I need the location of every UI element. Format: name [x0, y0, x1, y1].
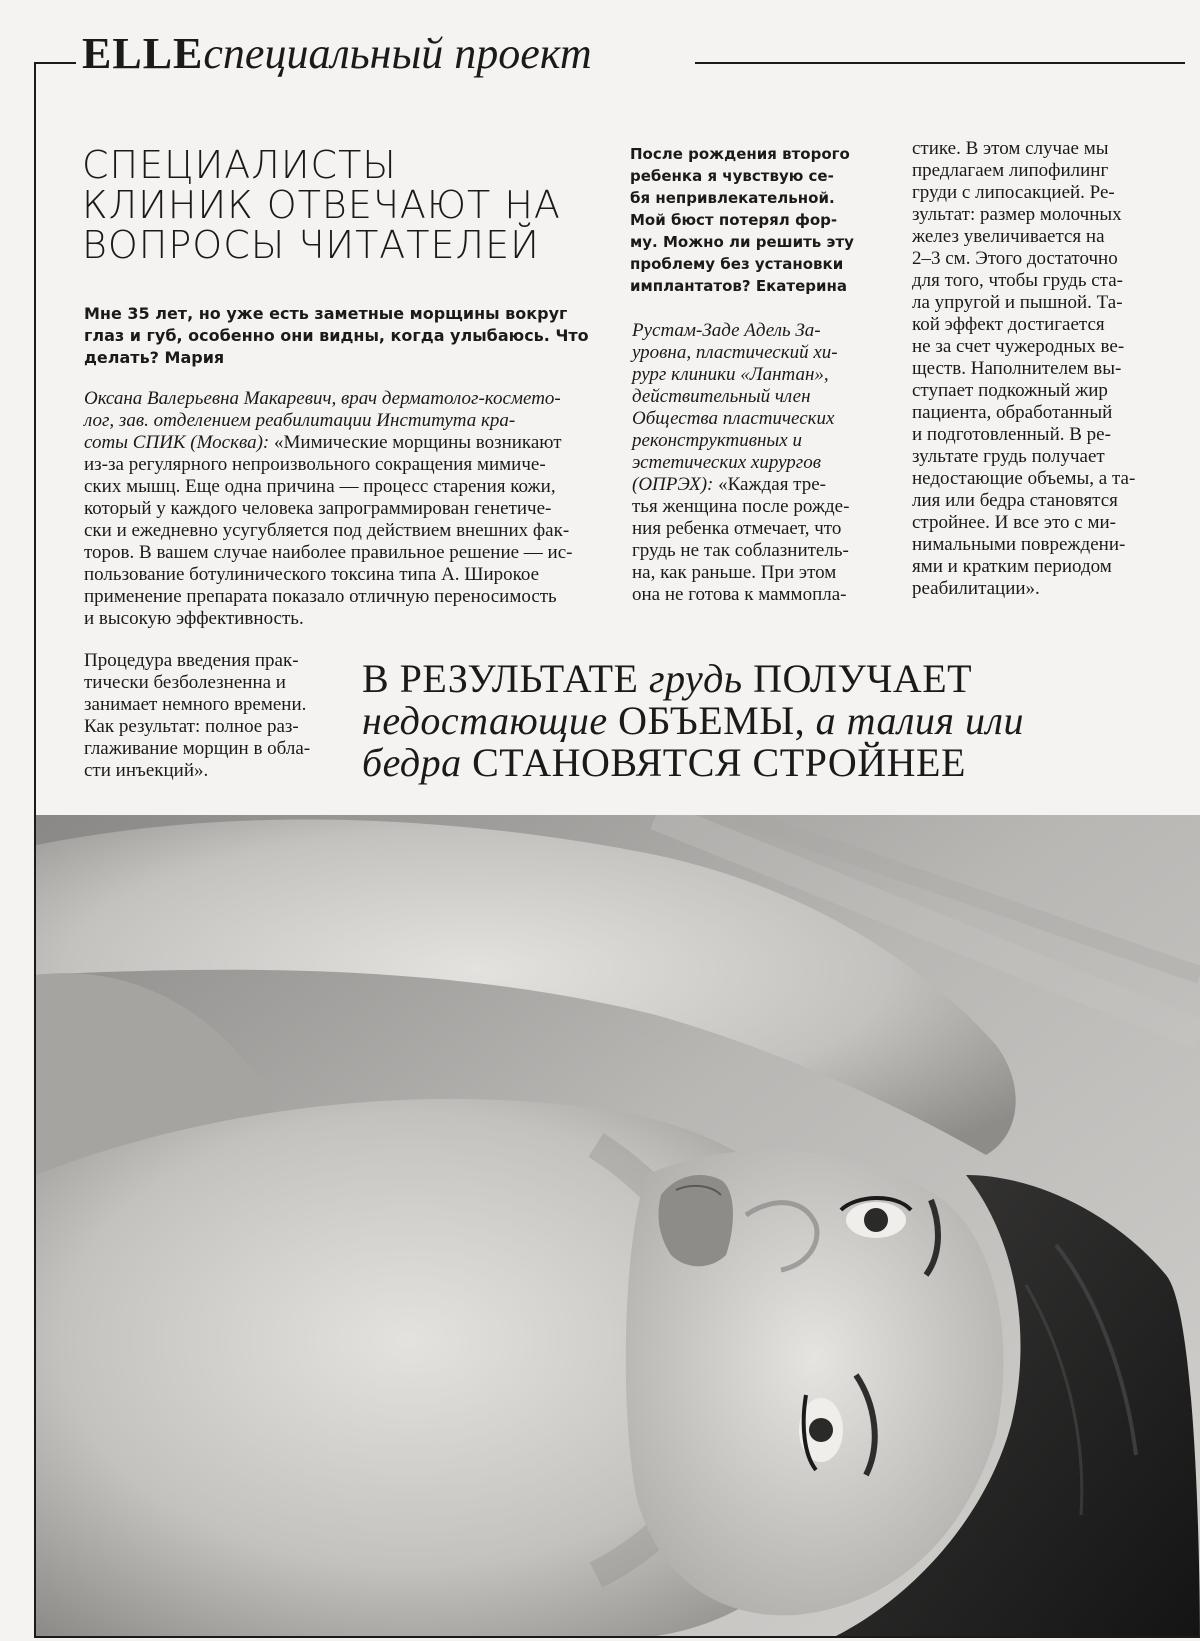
- answer-1-text: «Мимические морщины возникают из-за регулярного непроизвольного сокращения мимиче- ских мышц. Еще одна причина — процесс старения кожи, который у каждого человека запрограммирован генетиче- ски и ежедневно усугубляется под действием внешних фак- торов. В вашем случае наиболее правильное решение — ис- пользование ботулинического токсина типа А. Широкое применение препарата показало отличную переносимость и высокую эффективность.: [84, 432, 573, 629]
- pull-quote-part: ПОЛУЧАЕТ: [742, 656, 973, 701]
- pull-quote-part: В РЕЗУЛЬТАТЕ: [362, 656, 649, 701]
- expert-answer-1-continued: Процедура введения прак- тически безболезненна и занимает немного времени. Как результат: полное раз- глаживание морщин в обла- сти инъекций».: [84, 650, 311, 781]
- reader-question-2: После рождения второго ребенка я чувствую се- бя непривлекательной. Мой бюст потерял фор- му. Можно ли решить эту проблему без установки имплантатов? Екатерина: [630, 145, 854, 295]
- expert-credit-2: Рустам-Заде Адель За- уровна, пластический хи- рург клиники «Лантан», действительный член Общества пластических реконструктивных и эстетических хирургов (ОПРЭХ):: [632, 320, 838, 495]
- brand-logo: ELLE: [82, 29, 204, 78]
- expert-credit-1: Оксана Валерьевна Макаревич, врач дерматолог-космето- лог, зав. отделением реабилитации Института кра- соты СПИК (Москва):: [84, 388, 561, 453]
- pull-quote: [362, 658, 1162, 784]
- portrait-photo: [36, 815, 1200, 1636]
- pull-quote-part: а талия или: [805, 698, 1024, 743]
- article-headline: СПЕЦИАЛИСТЫ КЛИНИК ОТВЕЧАЮТ НА ВОПРОСЫ ЧИТАТЕЛЕЙ: [82, 143, 561, 267]
- header-rule-left: [34, 62, 76, 64]
- frame-line-bottom: [34, 1636, 1200, 1638]
- pull-quote-part: СТАНОВЯТСЯ СТРОЙНЕЕ: [461, 740, 966, 785]
- section-header: [82, 28, 592, 88]
- portrait-illustration: [36, 815, 1200, 1636]
- reader-question-1: Мне 35 лет, но уже есть заметные морщины вокруг глаз и губ, особенно они видны, когда улыбаюсь. Что делать? Мария: [84, 304, 589, 367]
- pull-quote-part: бедра: [362, 740, 462, 785]
- expert-answer-2: [632, 320, 882, 606]
- header-rule-right: [695, 62, 1185, 64]
- pull-quote-part: грудь: [648, 656, 743, 701]
- section-title: специальный проект: [203, 29, 592, 78]
- pull-quote-part: недостающие: [362, 698, 608, 743]
- expert-answer-1: [84, 388, 614, 630]
- pull-quote-part: ОБЪЕМЫ,: [607, 698, 806, 743]
- answer-2-text: «Каждая тре- тья женщина после рожде- ния ребенка отмечает, что грудь не так соблазнитель- на, как раньше. При этом она не готова к маммопла-: [632, 474, 850, 605]
- expert-answer-2-continued: стике. В этом случае мы предлагаем липофилинг груди с липосакцией. Ре- зультат: размер молочных желез увеличивается на 2–3 см. Этого достаточно для того, чтобы грудь ста- ла упругой и пышной. Та- кой эффект достигается не за счет чужеродных ве- ществ. Наполнителем вы- ступает подкожный жир пациента, обработанный и подготовленный. В ре- зультате грудь получает недостающие объемы, а та- лия или бедра становятся стройнее. И все это с ми- нимальными повреждени- ями и кратким периодом реабилитации».: [912, 138, 1136, 599]
